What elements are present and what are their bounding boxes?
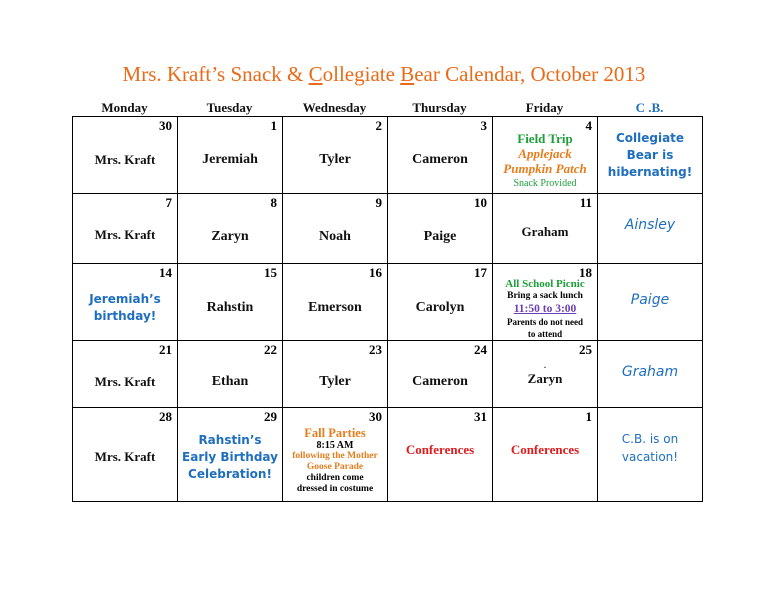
title-mid: ollegiate bbox=[322, 62, 401, 86]
page-title bbox=[0, 62, 768, 87]
cb-cell bbox=[598, 264, 703, 341]
title-prefix: Mrs. Kraft’s Snack & bbox=[122, 62, 309, 86]
cb-cell bbox=[598, 117, 703, 194]
day-number: 18 bbox=[579, 265, 592, 280]
day-number: 23 bbox=[369, 342, 382, 357]
week-row-1 bbox=[73, 117, 703, 194]
day-number: 29 bbox=[264, 409, 277, 424]
day-number: 25 bbox=[579, 342, 592, 357]
day-headers bbox=[72, 100, 702, 116]
day-cell bbox=[73, 117, 178, 194]
cb-cell bbox=[598, 194, 703, 264]
snack-name: Mrs. Kraft bbox=[94, 374, 156, 389]
day-number: 17 bbox=[474, 265, 487, 280]
picnic-parents-note: Parents do not need bbox=[506, 317, 584, 327]
picnic-note: Bring a sack lunch bbox=[507, 291, 583, 301]
day-cell bbox=[73, 194, 178, 264]
day-cell bbox=[73, 341, 178, 408]
day-number: 1 bbox=[270, 118, 277, 133]
snack-name: Tyler bbox=[319, 152, 351, 167]
snack-name: Mrs. Kraft bbox=[94, 448, 156, 464]
day-number: 11 bbox=[579, 195, 592, 210]
day-number: 10 bbox=[474, 195, 487, 210]
snack-name: Cameron bbox=[412, 152, 468, 167]
snack-name: Mrs. Kraft bbox=[94, 152, 156, 167]
snack-name: Mrs. Kraft bbox=[94, 226, 156, 242]
header-wednesday: Wednesday bbox=[302, 100, 367, 115]
header-friday: Friday bbox=[525, 100, 564, 115]
stray-dot: . bbox=[543, 360, 547, 371]
day-number: 24 bbox=[474, 342, 487, 357]
snack-name: Jeremiah bbox=[202, 152, 258, 167]
snack-name: Emerson bbox=[308, 300, 362, 315]
field-trip-note: Snack Provided bbox=[513, 178, 577, 189]
day-number: 7 bbox=[165, 195, 172, 210]
snack-name: Paige bbox=[423, 228, 457, 244]
day-number: 22 bbox=[264, 342, 277, 357]
week-row-2 bbox=[73, 194, 703, 264]
cb-line: Bear is bbox=[626, 147, 674, 162]
week-row-3 bbox=[73, 264, 703, 341]
week-row-4 bbox=[73, 341, 703, 408]
day-number: 21 bbox=[159, 342, 172, 357]
day-number: 3 bbox=[480, 118, 487, 133]
day-cell-field-trip bbox=[493, 117, 598, 194]
day-cell bbox=[178, 117, 283, 194]
day-cell bbox=[178, 194, 283, 264]
day-number: 4 bbox=[585, 118, 592, 133]
day-cell bbox=[388, 117, 493, 194]
birthday-line: Early Birthday bbox=[182, 450, 278, 464]
day-cell bbox=[493, 341, 598, 408]
day-number: 8 bbox=[270, 195, 277, 210]
day-cell bbox=[283, 264, 388, 341]
calendar-grid bbox=[72, 116, 703, 502]
fall-parties-note: following the Mother bbox=[292, 451, 378, 461]
snack-name: Noah bbox=[319, 228, 351, 244]
header-tuesday: Tuesday bbox=[206, 100, 253, 115]
birthday-line: Jeremiah’s bbox=[89, 292, 161, 306]
field-trip-location: Applejack bbox=[518, 146, 572, 161]
snack-name: Cameron bbox=[412, 374, 468, 389]
header-thursday: Thursday bbox=[412, 100, 467, 115]
title-suffix: ear Calendar, October 2013 bbox=[414, 62, 646, 86]
day-number: 14 bbox=[159, 265, 172, 280]
cb-line: C.B. is on bbox=[621, 431, 679, 446]
week-row-5 bbox=[73, 408, 703, 502]
cb-name: Paige bbox=[630, 292, 670, 308]
cb-line: Collegiate bbox=[615, 130, 685, 145]
header-monday: Monday bbox=[101, 100, 148, 115]
cb-cell bbox=[598, 341, 703, 408]
field-trip-title: Field Trip bbox=[517, 131, 573, 146]
cb-cell bbox=[598, 408, 703, 502]
day-cell bbox=[283, 117, 388, 194]
title-b-letter: B bbox=[400, 62, 415, 86]
fall-parties-time: 8:15 AM bbox=[316, 440, 354, 451]
day-number: 30 bbox=[159, 118, 172, 133]
day-number: 1 bbox=[585, 409, 592, 424]
header-cb: C .B. bbox=[635, 100, 664, 115]
birthday-line: Celebration! bbox=[188, 467, 272, 481]
day-cell bbox=[73, 408, 178, 502]
field-trip-location-2: Pumpkin Patch bbox=[503, 161, 587, 176]
day-cell bbox=[388, 194, 493, 264]
snack-name: Carolyn bbox=[415, 300, 465, 315]
day-cell-picnic bbox=[493, 264, 598, 341]
day-number: 30 bbox=[369, 409, 382, 424]
picnic-title: All School Picnic bbox=[505, 278, 585, 290]
day-cell bbox=[178, 341, 283, 408]
day-number: 9 bbox=[375, 195, 382, 210]
cb-name: Ainsley bbox=[624, 216, 676, 233]
snack-name: Rahstin bbox=[206, 300, 254, 315]
cb-line: vacation! bbox=[621, 449, 679, 464]
day-cell bbox=[178, 264, 283, 341]
snack-name: Ethan bbox=[211, 374, 249, 389]
snack-name: Tyler bbox=[319, 374, 351, 389]
day-cell bbox=[388, 341, 493, 408]
day-cell bbox=[283, 194, 388, 264]
day-cell-fall-parties bbox=[283, 408, 388, 502]
day-cell bbox=[493, 408, 598, 502]
picnic-parents-note-2: to attend bbox=[527, 329, 563, 339]
title-c-letter: C bbox=[308, 62, 323, 86]
snack-name: Zaryn bbox=[211, 228, 249, 244]
fall-parties-note-2: Goose Parade bbox=[306, 462, 364, 472]
day-number: 28 bbox=[159, 409, 172, 424]
costume-note: children come bbox=[306, 473, 364, 483]
day-number: 15 bbox=[264, 265, 277, 280]
birthday-line: birthday! bbox=[93, 309, 157, 323]
costume-note-2: dressed in costume bbox=[296, 484, 374, 494]
snack-name: Zaryn bbox=[527, 371, 563, 386]
conferences-label: Conferences bbox=[510, 441, 580, 457]
cb-name: Graham bbox=[621, 364, 679, 380]
fall-parties-title: Fall Parties bbox=[304, 426, 366, 440]
day-number: 16 bbox=[369, 265, 382, 280]
day-cell bbox=[283, 341, 388, 408]
day-number: 2 bbox=[375, 118, 382, 133]
day-cell bbox=[388, 264, 493, 341]
conferences-label: Conferences bbox=[405, 441, 475, 457]
birthday-line: Rahstin’s bbox=[198, 433, 262, 447]
day-number: 31 bbox=[474, 409, 487, 424]
day-cell bbox=[178, 408, 283, 502]
day-cell bbox=[73, 264, 178, 341]
cb-line: hibernating! bbox=[607, 164, 693, 179]
day-cell bbox=[493, 194, 598, 264]
day-cell bbox=[388, 408, 493, 502]
picnic-time: 11:50 to 3:00 bbox=[513, 303, 577, 315]
snack-name: Graham bbox=[521, 223, 569, 239]
